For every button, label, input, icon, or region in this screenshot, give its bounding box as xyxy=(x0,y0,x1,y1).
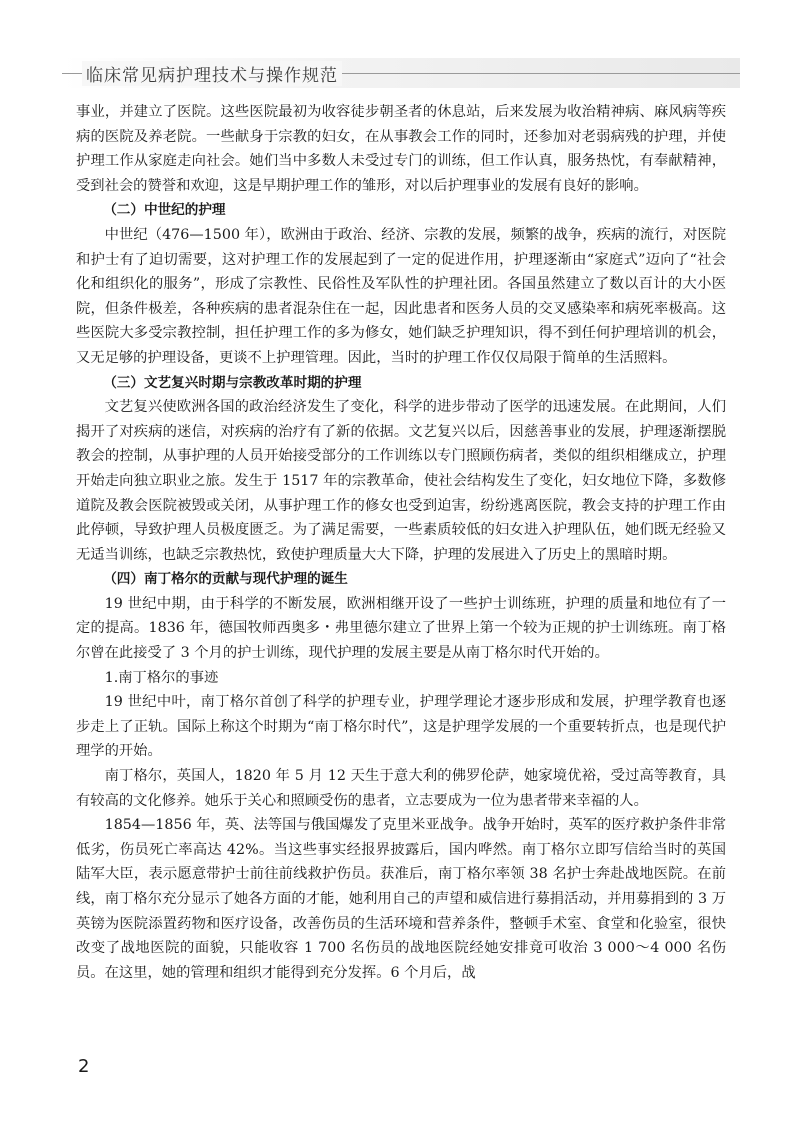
paragraph: 文艺复兴使欧洲各国的政治经济发生了变化，科学的进步带动了医学的迅速发展。在此期间，人们揭开了对疾病的迷信，对疾病的治疗有了新的依据。文艺复兴以后，因慈善事业的发展，护理逐渐摆脱教会的控制，从事护理的人员开始接受部分的工作训练以专门照顾伤病者，类似的组织相继成立，护理开始走向独立职业之旅。发生于 1517 年的宗教革命，使社会结构发生了变化，妇女地位下降，多数修道院及教会医院被毁或关闭，从事护理工作的修女也受到迫害，纷纷逃离医院，教会支持的护理工作由此停顿，导致护理人员极度匮乏。为了满足需要，一些素质较低的妇女进入护理队伍，她们既无经验又无适当训练，也缺乏宗教热忱，致使护理质量大大下降，护理的发展进入了历史上的黑暗时期。 xyxy=(76,399,726,563)
page-number: 2 xyxy=(78,1056,90,1077)
section-heading-3: （三）文艺复兴时期与宗教改革时期的护理 xyxy=(103,374,362,391)
section-heading-2: （二）中世纪的护理 xyxy=(103,202,226,219)
paragraph: 1854—1856 年，英、法等国与俄国爆发了克里米亚战争。战争开始时，英军的医疗救护条件非常低劣，伤员死亡率高达 42%。当这些事实经报界披露后，国内哗然。南丁格尔立即写信给当时的英国陆军大臣，表示愿意带护士前往前线救护伤员。获准后，南丁格尔率领 38 名护士奔赴战地医院。在前线，南丁格尔充分显示了她各方面的才能，她利用自己的声望和威信进行募捐活动，并用募捐到的 3 万英镑为医院添置药物和医疗设备，改善伤员的生活环境和营养条件，整顿手术室、食堂和化验室，很快改变了战地医院的面貌，只能收容 1 700 名伤员的战地医院经她安排竟可收治 3 000～4 000 名伤员。在这里，她的管理和组织才能得到充分发挥。6 个月后，战 xyxy=(76,817,726,981)
subsection-heading: 1.南丁格尔的事迹 xyxy=(104,669,219,686)
paragraph: 19 世纪中叶，南丁格尔首创了科学的护理专业，护理学理论才逐步形成和发展，护理学教育也逐步走上了正轨。国际上称这个时期为“南丁格尔时代”，这是护理学发展的一个重要转折点，也是现代护理学的开始。 xyxy=(76,694,726,760)
paragraph: 南丁格尔，英国人，1820 年 5 月 12 天生于意大利的佛罗伦萨，她家境优裕，受过高等教育，具有较高的文化修养。她乐于关心和照顾受伤的患者，立志要成为一位为患者带来幸福的人。 xyxy=(76,768,726,809)
section-heading-4: （四）南丁格尔的贡献与现代护理的诞生 xyxy=(103,571,348,588)
paragraph: 事业，并建立了医院。这些医院最初为收容徒步朝圣者的休息站，后来发展为收治精神病、麻风病等疾病的医院及养老院。一些献身于宗教的妇女，在从事教会工作的同时，还参加对老弱病残的护理，并使护理工作从家庭走向社会。她们当中多数人未受过专门的训练，但工作认真，服务热忱，有奉献精神，受到社会的赞誉和欢迎，这是早期护理工作的雏形，对以后护理事业的发展有良好的影响。 xyxy=(76,104,726,194)
running-header-title: 临床常见病护理技术与操作规范 xyxy=(82,61,342,86)
paragraph: 19 世纪中期，由于科学的不断发展，欧洲相继开设了一些护士训练班，护理的质量和地位有了一定的提高。1836 年，德国牧师西奥多・弗里德尔建立了世界上第一个较为正规的护士训练班。南丁格尔曾在此接受了 3 个月的护士训练，现代护理的发展主要是从南丁格尔时代开始的。 xyxy=(76,595,726,662)
paragraph: 中世纪（476—1500 年），欧洲由于政治、经济、宗教的发展，频繁的战争，疾病的流行，对医院和护士有了迫切需要，这对护理工作的发展起到了一定的促进作用，护理逐渐由“家庭式”迈向了“社会化和组织化的服务”，形成了宗教性、民俗性及军队性的护理社团。各国虽然建立了数以百计的大小医院，但条件极差，各种疾病的患者混杂住在一起，因此患者和医务人员的交叉感染率和病死率极高。这些医院大多受宗教控制，担任护理工作的多为修女，她们缺乏护理知识，得不到任何护理培训的机会，又无足够的护理设备，更谈不上护理管理。因此，当时的护理工作仅仅局限于简单的生活照料。 xyxy=(76,226,726,366)
page-body xyxy=(76,100,726,985)
